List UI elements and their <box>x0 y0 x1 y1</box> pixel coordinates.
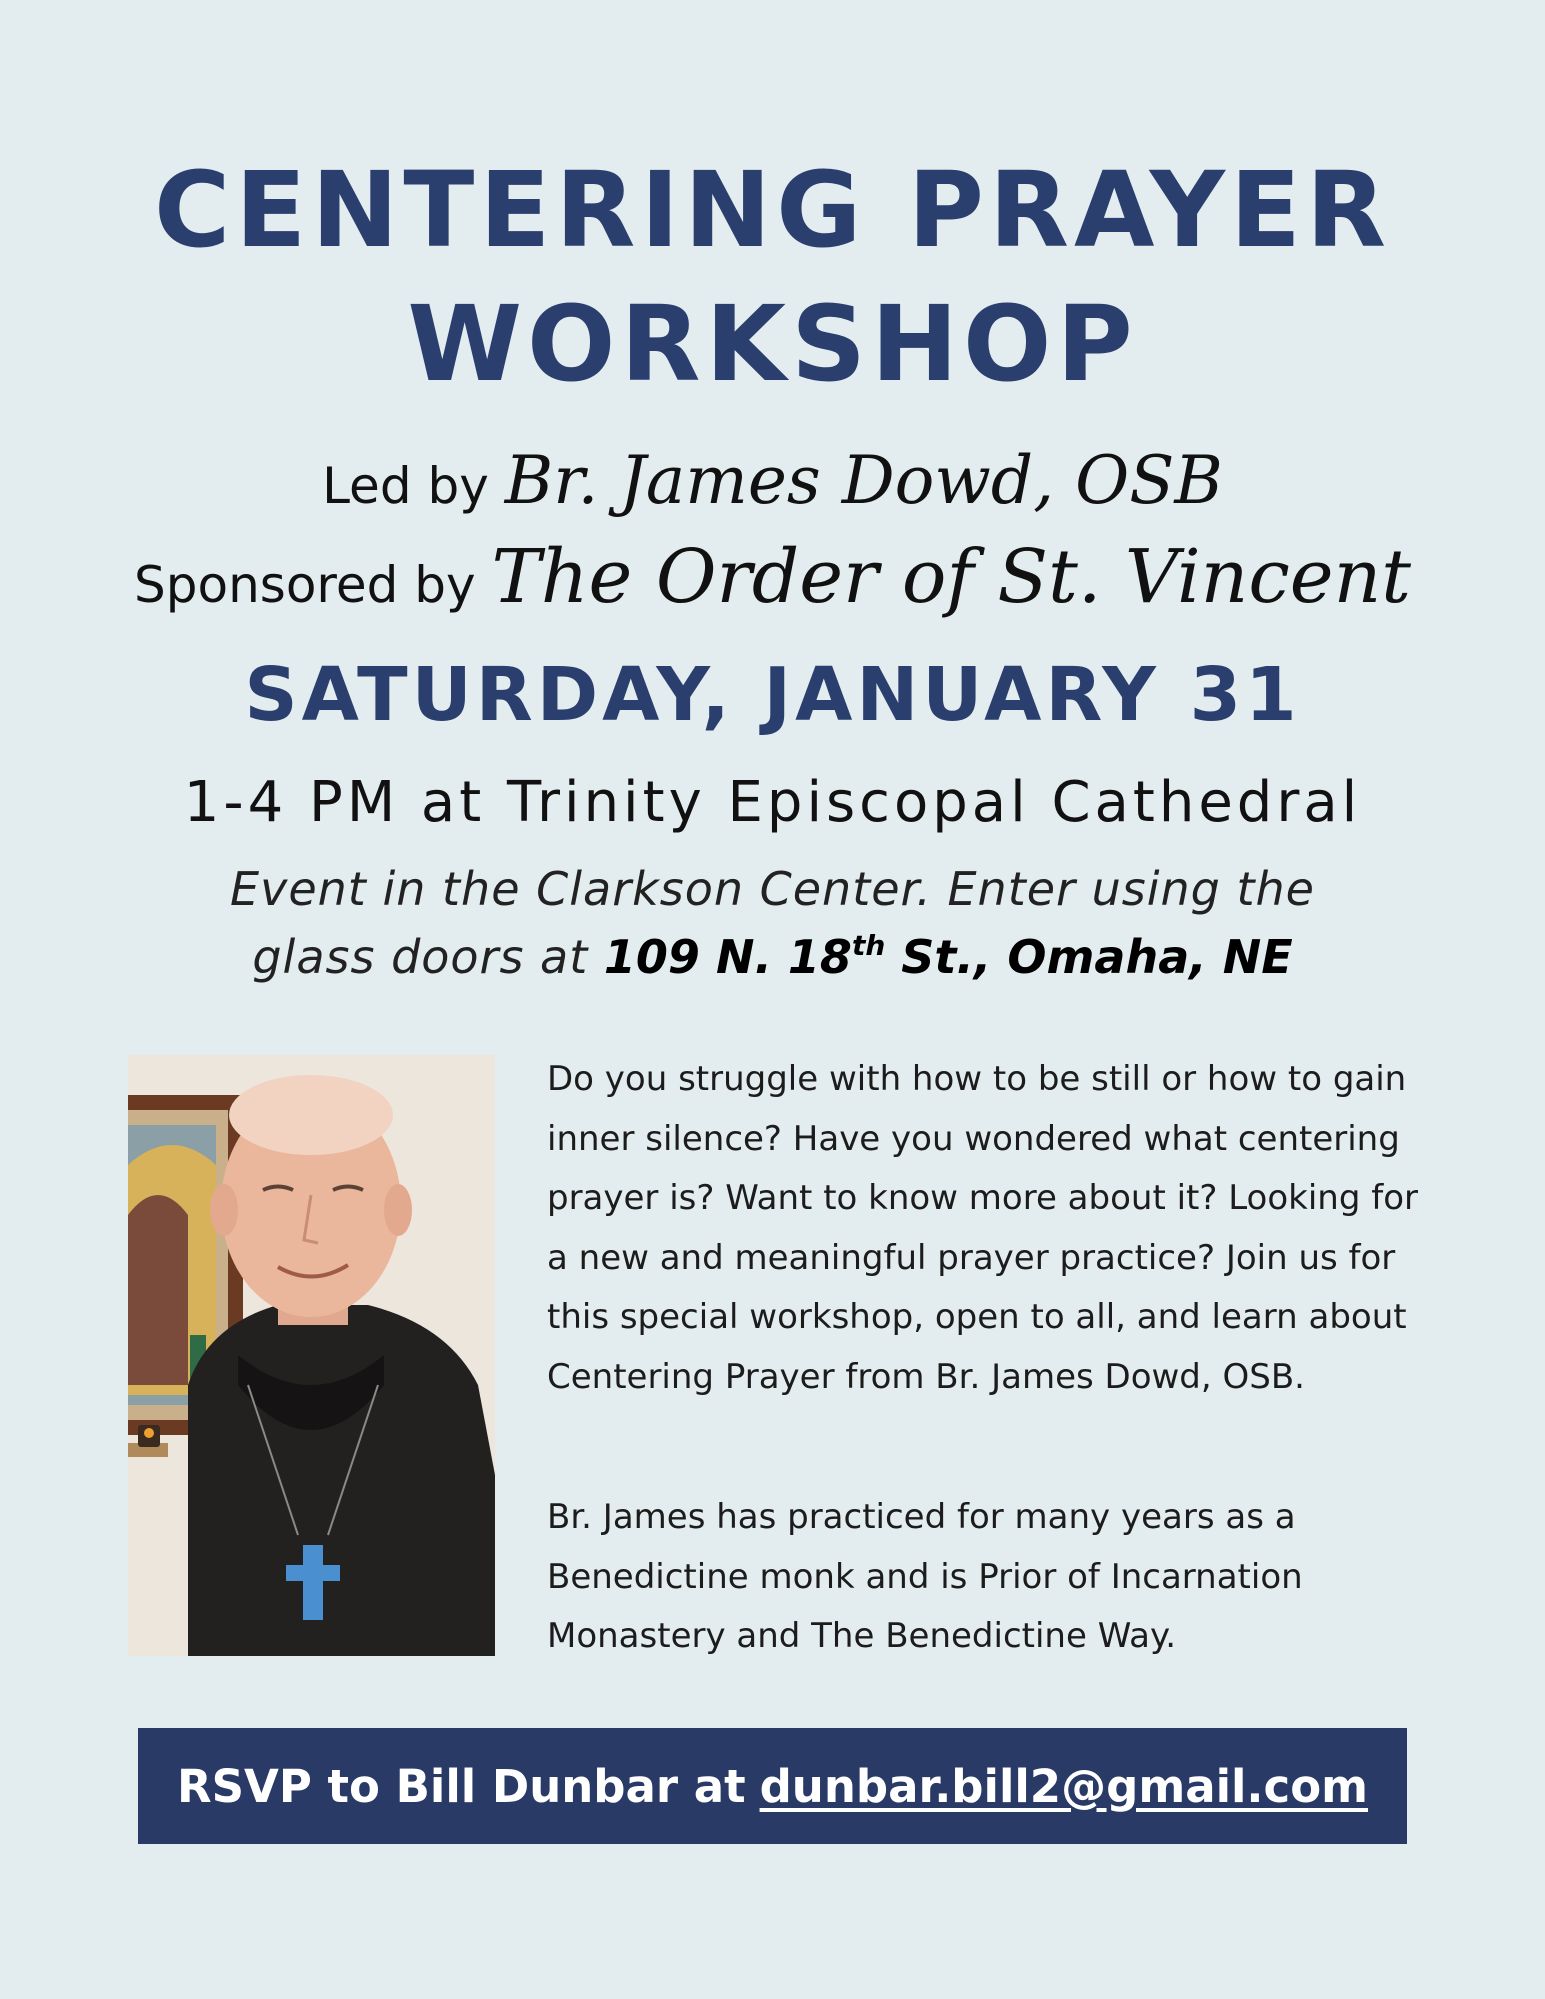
sponsored-by-prefix: Sponsored by <box>134 556 476 614</box>
venue-line-2-prefix: glass doors at <box>252 930 589 984</box>
description-paragraph-1: Do you struggle with how to be still or how to gain inner silence? Have you wondered what centering prayer is? Want to know more about it? Looking for a new and meaningful prayer practice? Join us for this special workshop, open to all, and learn about Centering Prayer from Br. James Dowd, OSB. <box>547 1059 1418 1397</box>
led-by-prefix: Led by <box>322 457 489 515</box>
venue-address <box>604 930 1293 984</box>
title-line-1: CENTERING PRAYER <box>153 149 1392 271</box>
title-line-2: WORKSHOP <box>407 283 1138 405</box>
led-by-line <box>0 442 1545 519</box>
address-ordinal: th <box>851 929 886 962</box>
address-number: 109 N. 18 <box>603 930 852 984</box>
venue-line-1: Event in the Clarkson Center. Enter using the <box>230 862 1315 916</box>
sponsor-name: The Order of St. Vincent <box>491 534 1411 620</box>
leader-photo <box>128 1055 495 1656</box>
leader-name: Br. James Dowd, OSB <box>504 442 1223 519</box>
event-date: SATURDAY, JANUARY 31 <box>244 652 1301 738</box>
venue-line-2 <box>0 929 1545 984</box>
rsvp-banner <box>138 1728 1407 1844</box>
address-rest: St., Omaha, NE <box>901 930 1293 984</box>
sponsored-by-line <box>0 534 1545 620</box>
rsvp-prefix: RSVP to Bill Dunbar at <box>176 1759 746 1813</box>
event-time-place: 1-4 PM at Trinity Episcopal Cathedral <box>183 770 1362 835</box>
description-paragraph-2: Br. James has practiced for many years as a Benedictine monk and is Prior of Incarnation Monastery and The Benedictine Way. <box>547 1497 1303 1656</box>
rsvp-email-link[interactable]: dunbar.bill2@gmail.com <box>759 1759 1369 1813</box>
